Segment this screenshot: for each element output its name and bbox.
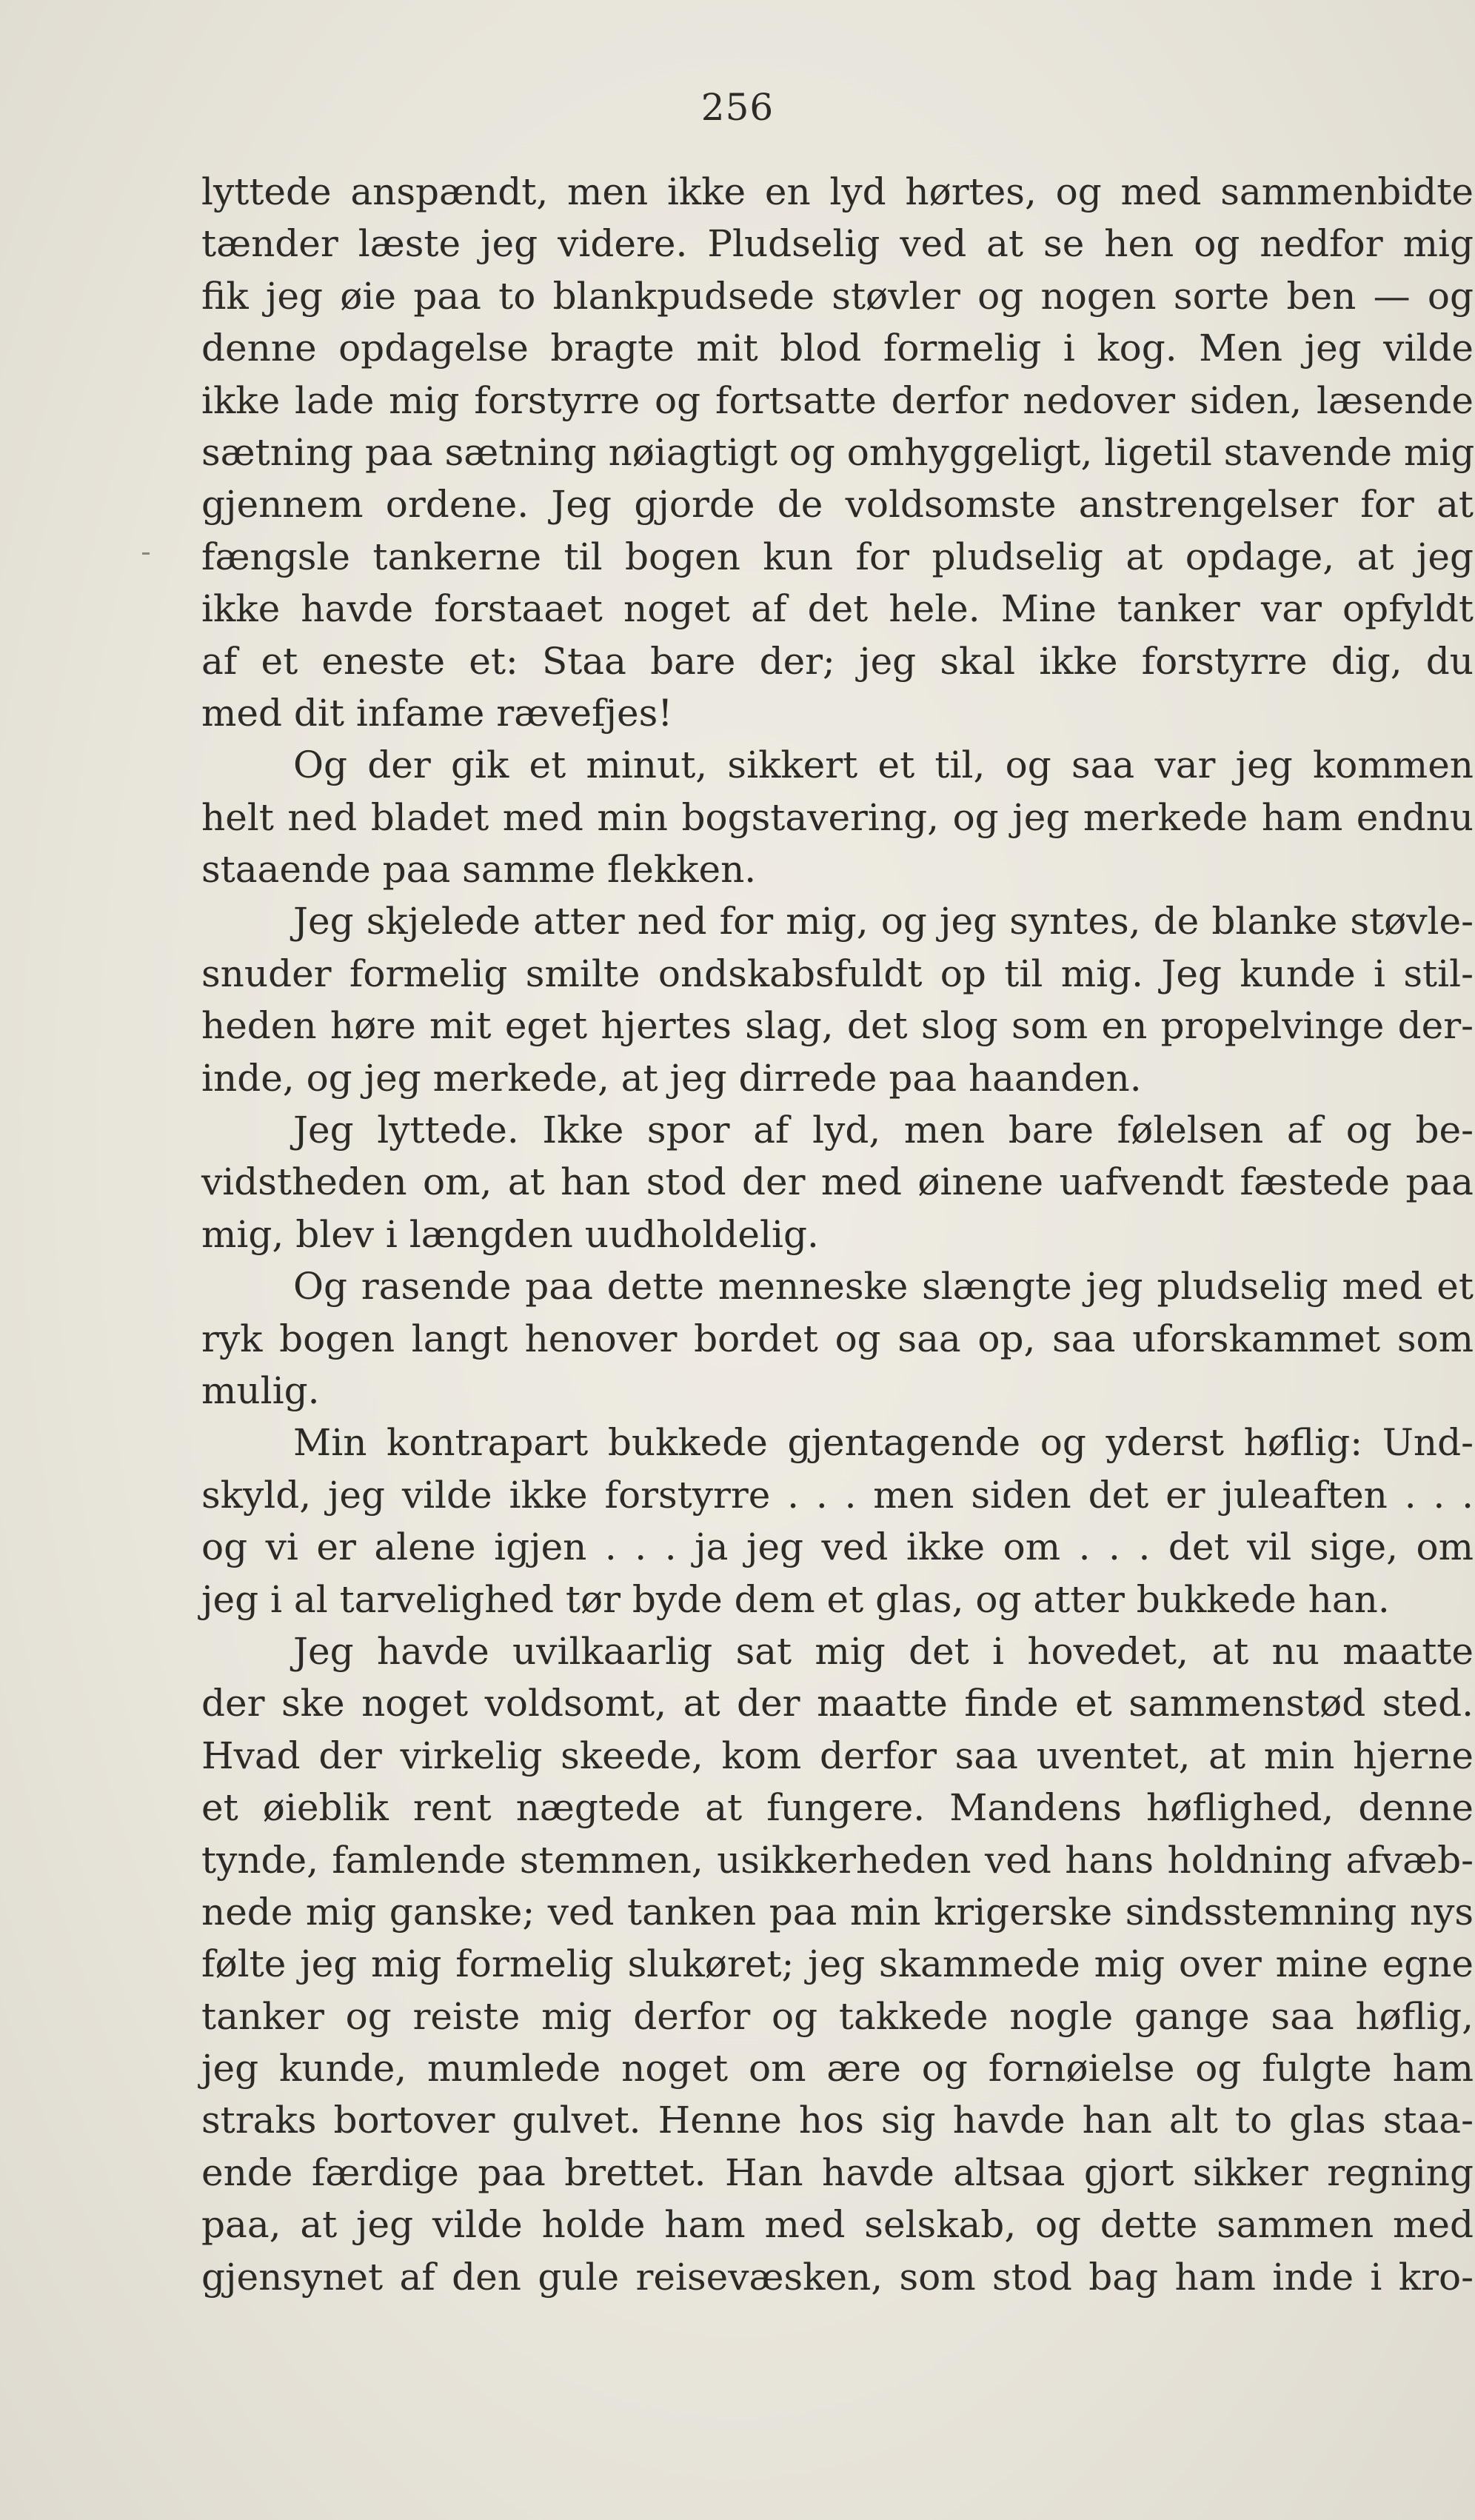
text-line: tynde, famlende stemmen, usikkerheden ved hans holdning afvæb- [201, 1838, 1474, 1882]
text-line: gjensynet af den gule reisevæsken, som stod bag ham inde i kro- [201, 2255, 1474, 2299]
page-number: 256 [700, 86, 775, 129]
text-line: inde, og jeg merkede, at jeg dirrede paa haanden. [201, 1056, 1142, 1100]
text-line: heden høre mit eget hjertes slag, det slog som en propelvinge der- [201, 1004, 1474, 1048]
text-line: tænder læste jeg videre. Pludselig ved at se hen og nedfor mig [201, 222, 1474, 266]
text-line: ikke lade mig forstyrre og fortsatte derfor nedover siden, læsende [201, 378, 1474, 422]
text-line: og vi er alene igjen . . . ja jeg ved ikke om . . . det vil sige, om [201, 1525, 1474, 1569]
text-line: gjennem ordene. Jeg gjorde de voldsomste anstrengelser for at [201, 483, 1474, 527]
text-line: jeg i al tarvelighed tør byde dem et glas, og atter bukkede han. [201, 1577, 1390, 1621]
text-line: paa, at jeg vilde holde ham med selskab, og dette sammen med [201, 2203, 1474, 2247]
text-line: mulig. [201, 1368, 320, 1412]
text-line: et øieblik rent nægtede at fungere. Mandens høflighed, denne [201, 1786, 1474, 1830]
text-line: Jeg skjelede atter ned for mig, og jeg syntes, de blanke støvle- [293, 900, 1474, 943]
text-line: skyld, jeg vilde ikke forstyrre . . . men siden det er juleaften . . . [201, 1473, 1474, 1517]
text-line: mig, blev i længden uudholdelig. [201, 1212, 819, 1256]
margin-mark [142, 552, 150, 555]
text-line: staaende paa samme flekken. [201, 848, 757, 892]
text-line: Jeg havde uvilkaarlig sat mig det i hovedet, at nu maatte [293, 1629, 1474, 1673]
text-line: følte jeg mig formelig slukøret; jeg skammede mig over mine egne [201, 1942, 1474, 1986]
text-line: vidstheden om, at han stod der med øinene uafvendt fæstede paa [201, 1160, 1474, 1204]
text-line: Og rasende paa dette menneske slængte jeg pludselig med et [293, 1265, 1474, 1309]
text-line: Og der gik et minut, sikkert et til, og saa var jeg kommen [293, 743, 1474, 787]
text-line: Min kontrapart bukkede gjentagende og yderst høflig: Und- [293, 1421, 1474, 1465]
text-line: helt ned bladet med min bogstavering, og jeg merkede ham endnu [201, 795, 1474, 839]
text-line: tanker og reiste mig derfor og takkede nogle gange saa høflig, [201, 1994, 1474, 2038]
text-line: Hvad der virkelig skeede, kom derfor saa uventet, at min hjerne [201, 1734, 1474, 1777]
text-line: af et eneste et: Staa bare der; jeg skal ikke forstyrre dig, du [201, 639, 1474, 683]
text-line: nede mig ganske; ved tanken paa min krigerske sindsstemning nys [201, 1890, 1474, 1934]
text-line: sætning paa sætning nøiagtigt og omhyggeligt, ligetil stavende mig [201, 430, 1475, 474]
text-line: ende færdige paa brettet. Han havde altsaa gjort sikker regning [201, 2150, 1474, 2194]
text-line: jeg kunde, mumlede noget om ære og fornøielse og fulgte ham [201, 2047, 1474, 2090]
text-line: ryk bogen langt henover bordet og saa op, saa uforskammet som [201, 1317, 1474, 1360]
text-line: der ske noget voldsomt, at der maatte finde et sammenstød sted. [201, 1682, 1474, 1725]
body-text [201, 166, 1474, 2303]
text-line: lyttede anspændt, men ikke en lyd hørtes, og med sammenbidte [201, 170, 1474, 213]
text-line: denne opdagelse bragte mit blod formelig i kog. Men jeg vilde [201, 327, 1474, 370]
text-line: snuder formelig smilte ondskabsfuldt op til mig. Jeg kunde i stil- [201, 952, 1474, 995]
text-line: fik jeg øie paa to blankpudsede støvler og nogen sorte ben — og [201, 274, 1474, 318]
text-line: Jeg lyttede. Ikke spor af lyd, men bare følelsen af og be- [293, 1109, 1474, 1152]
text-line: fængsle tankerne til bogen kun for pludselig at opdage, at jeg [201, 535, 1474, 578]
text-line: ikke havde forstaaet noget af det hele. Mine tanker var opfyldt [201, 587, 1474, 631]
text-line: med dit infame rævefjes! [201, 691, 673, 735]
text-line: straks bortover gulvet. Henne hos sig havde han alt to glas staa- [201, 2099, 1474, 2142]
